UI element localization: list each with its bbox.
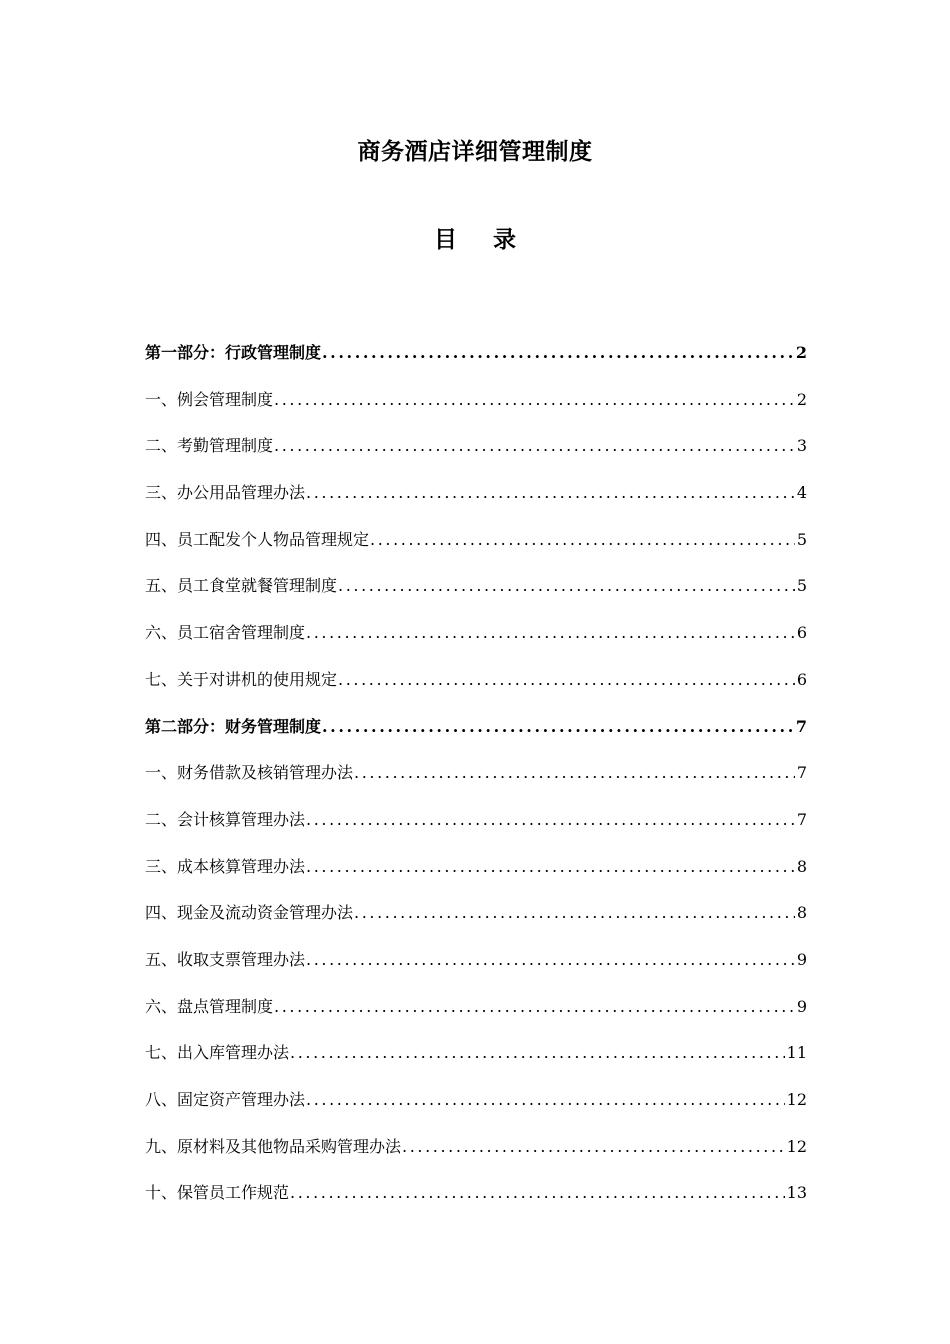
toc-entry-page: 8 — [796, 903, 807, 923]
toc-entry-page: 9 — [796, 949, 807, 969]
toc-entry-text: 八、固定资产管理办法 — [145, 1090, 306, 1109]
toc-entry-page: 7 — [796, 809, 807, 829]
toc-entry-page: 6 — [796, 669, 807, 689]
toc-entry[interactable] — [145, 807, 807, 854]
toc-entry[interactable] — [145, 573, 807, 620]
toc-leader-dots — [289, 1180, 785, 1206]
toc-entry-page: 13 — [786, 1183, 807, 1203]
toc-entry-page: 5 — [796, 576, 807, 596]
toc-entry-text: 一、财务借款及核销管理办法 — [145, 763, 354, 783]
toc-leader-dots — [305, 1087, 785, 1113]
toc-entry-page: 11 — [786, 1043, 807, 1063]
toc-entry-part-2[interactable] — [145, 714, 807, 761]
toc-entry-text: 二、会计核算管理办法 — [145, 809, 306, 829]
toc-entry[interactable] — [145, 1134, 807, 1181]
toc-entry[interactable] — [145, 433, 807, 480]
toc-entry[interactable] — [145, 760, 807, 807]
toc-leader-dots — [273, 387, 795, 413]
toc-leader-dots — [305, 807, 795, 833]
toc-entry-page: 12 — [786, 1136, 807, 1156]
toc-entry-page: 7 — [795, 716, 807, 736]
toc-leader-dots — [305, 947, 795, 973]
toc-entry-part-1[interactable] — [145, 340, 807, 387]
toc-leader-dots — [321, 714, 794, 740]
toc-entry[interactable] — [145, 667, 807, 714]
toc-entry-page: 6 — [796, 623, 807, 643]
toc-entry-text: 第一部分：行政管理制度 — [145, 343, 322, 362]
toc-entry-text: 九、原材料及其他物品采购管理办法 — [145, 1136, 402, 1156]
toc-entry-text: 七、关于对讲机的使用规定 — [145, 669, 338, 689]
toc-leader-dots — [273, 994, 795, 1020]
toc-entry[interactable] — [145, 854, 807, 901]
document-title: 商务酒店详细管理制度 — [357, 139, 593, 165]
toc-entry-text: 七、出入库管理办法 — [145, 1043, 290, 1063]
toc-entry-text: 四、员工配发个人物品管理规定 — [145, 529, 370, 549]
toc-entry-page: 12 — [786, 1090, 807, 1109]
toc-leader-dots — [401, 1134, 785, 1160]
toc-entry-page: 8 — [796, 856, 807, 876]
toc-entry-text: 二、考勤管理制度 — [145, 436, 274, 456]
toc-entry-text: 六、盘点管理制度 — [145, 996, 274, 1016]
toc-entry-page: 4 — [796, 483, 807, 503]
toc-entry[interactable] — [145, 1087, 807, 1134]
toc-entry-text: 五、员工食堂就餐管理制度 — [145, 576, 338, 596]
toc-heading: 目 录 — [433, 227, 530, 253]
toc-entry-page: 7 — [796, 763, 807, 783]
toc-entry-page: 9 — [796, 996, 807, 1016]
toc-leader-dots — [305, 480, 795, 506]
toc-leader-dots — [369, 527, 795, 553]
toc-entry[interactable] — [145, 387, 807, 434]
toc-entry-page: 2 — [795, 343, 807, 362]
toc-entry[interactable] — [145, 1040, 807, 1087]
toc-entry[interactable] — [145, 1180, 807, 1227]
toc-entry-text: 一、例会管理制度 — [145, 389, 274, 409]
toc-entry-page: 2 — [796, 389, 807, 409]
toc-leader-dots — [353, 760, 795, 786]
toc-leader-dots — [289, 1040, 785, 1066]
toc-entry[interactable] — [145, 900, 807, 947]
toc-leader-dots — [353, 900, 795, 926]
toc-entry[interactable] — [145, 480, 807, 527]
toc-entry[interactable] — [145, 994, 807, 1041]
toc-entry[interactable] — [145, 527, 807, 574]
toc-leader-dots — [337, 573, 795, 599]
toc-entry-text: 四、现金及流动资金管理办法 — [145, 903, 354, 923]
toc-entry-text: 十、保管员工作规范 — [145, 1183, 290, 1203]
toc-entry[interactable] — [145, 620, 807, 667]
toc-entry-text: 六、员工宿舍管理制度 — [145, 623, 306, 643]
toc-leader-dots — [321, 340, 794, 366]
toc-entry[interactable] — [145, 947, 807, 994]
table-of-contents — [145, 340, 807, 1227]
toc-entry-text: 第二部分：财务管理制度 — [145, 716, 322, 736]
toc-entry-text: 三、办公用品管理办法 — [145, 483, 306, 503]
toc-leader-dots — [305, 854, 795, 880]
toc-entry-text: 三、成本核算管理办法 — [145, 856, 306, 876]
toc-leader-dots — [305, 620, 795, 646]
toc-entry-page: 5 — [796, 529, 807, 549]
toc-entry-page: 3 — [796, 436, 807, 456]
toc-entry-text: 五、收取支票管理办法 — [145, 949, 306, 969]
toc-leader-dots — [337, 667, 795, 693]
toc-leader-dots — [273, 433, 795, 459]
